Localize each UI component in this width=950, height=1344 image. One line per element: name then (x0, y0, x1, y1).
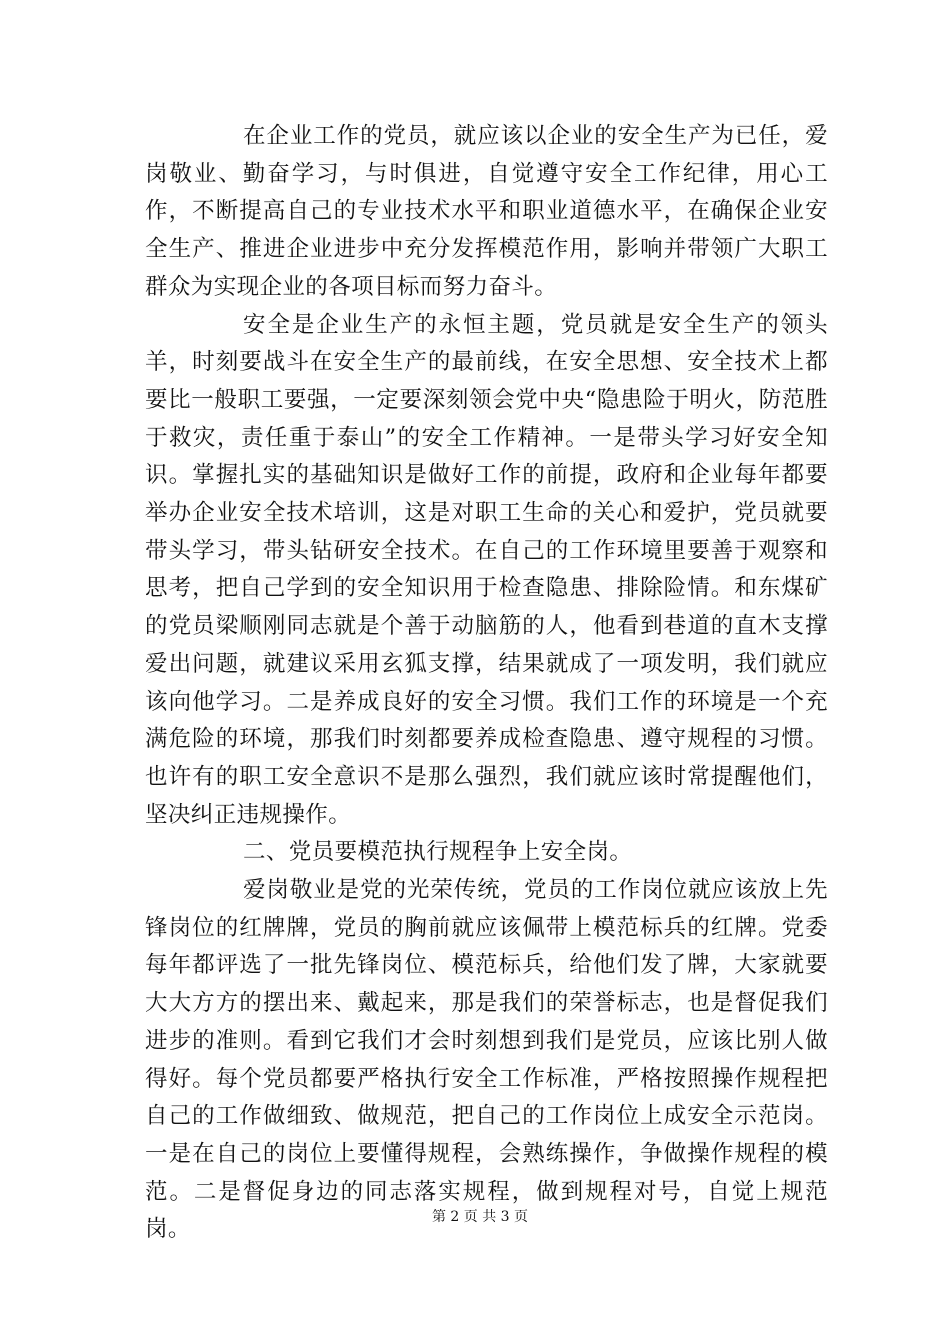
paragraph-2: 安全是企业生产的永恒主题，党员就是安全生产的领头羊，时刻要战斗在安全生产的最前线，在安全思想、安全技术上都要比一般职工要强，一定要深刻领会党中央“隐患险于明火，防范胜于救灾，责任重于泰山”的安全工作精神。一是带头学习好安全知识。掌握扎实的基础知识是做好工作的前提，政府和企业每年都要举办企业安全技术培训，这是对职工生命的关心和爱护，党员就要带头学习，带头钻研安全技术。在自己的工作环境里要善于观察和思考，把自己学到的安全知识用于检查隐患、排除险情。和东煤矿的党员梁顺刚同志就是个善于动脑筋的人，他看到巷道的直木支撑爱出问题，就建议采用玄狐支撑，结果就成了一项发明，我们就应该向他学习。二是养成良好的安全习惯。我们工作的环境是一个充满危险的环境，那我们时刻都要养成检查隐患、遵守规程的习惯。也许有的职工安全意识不是那么强烈，我们就应该时常提醒他们，坚决纠正违规操作。 (145, 311, 828, 828)
paragraph-1: 在企业工作的党员，就应该以企业的安全生产为已任，爱岗敬业、勤奋学习，与时俱进，自觉遵守安全工作纪律，用心工作，不断提高自己的专业技术水平和职业道德水平，在确保企业安全生产、推进企业进步中充分发挥模范作用，影响并带领广大职工群众为实现企业的各项目标而努力奋斗。 (145, 123, 828, 300)
paragraph-3: 爱岗敬业是党的光荣传统，党员的工作岗位就应该放上先锋岗位的红牌牌，党员的胸前就应该佩带上模范标兵的红牌。党委每年都评选了一批先锋岗位、模范标兵，给他们发了牌，大家就要大大方方的摆出来、戴起来，那是我们的荣誉标志，也是督促我们进步的准则。看到它我们才会时刻想到我们是党员，应该比别人做得好。每个党员都要严格执行安全工作标准，严格按照操作规程把自己的工作做细致、做规范，把自己的工作岗位上成安全示范岗。一是在自己的岗位上要懂得规程，会熟练操作，争做操作规程的模范。二是督促身边的同志落实规程，做到规程对号，自觉上规范岗。 (145, 877, 828, 1243)
document-body (145, 118, 828, 1249)
page-number-footer: 第 2 页 共 3 页 (431, 1209, 529, 1225)
section-heading: 二、党员要模范执行规程争上安全岗。 (243, 839, 633, 866)
